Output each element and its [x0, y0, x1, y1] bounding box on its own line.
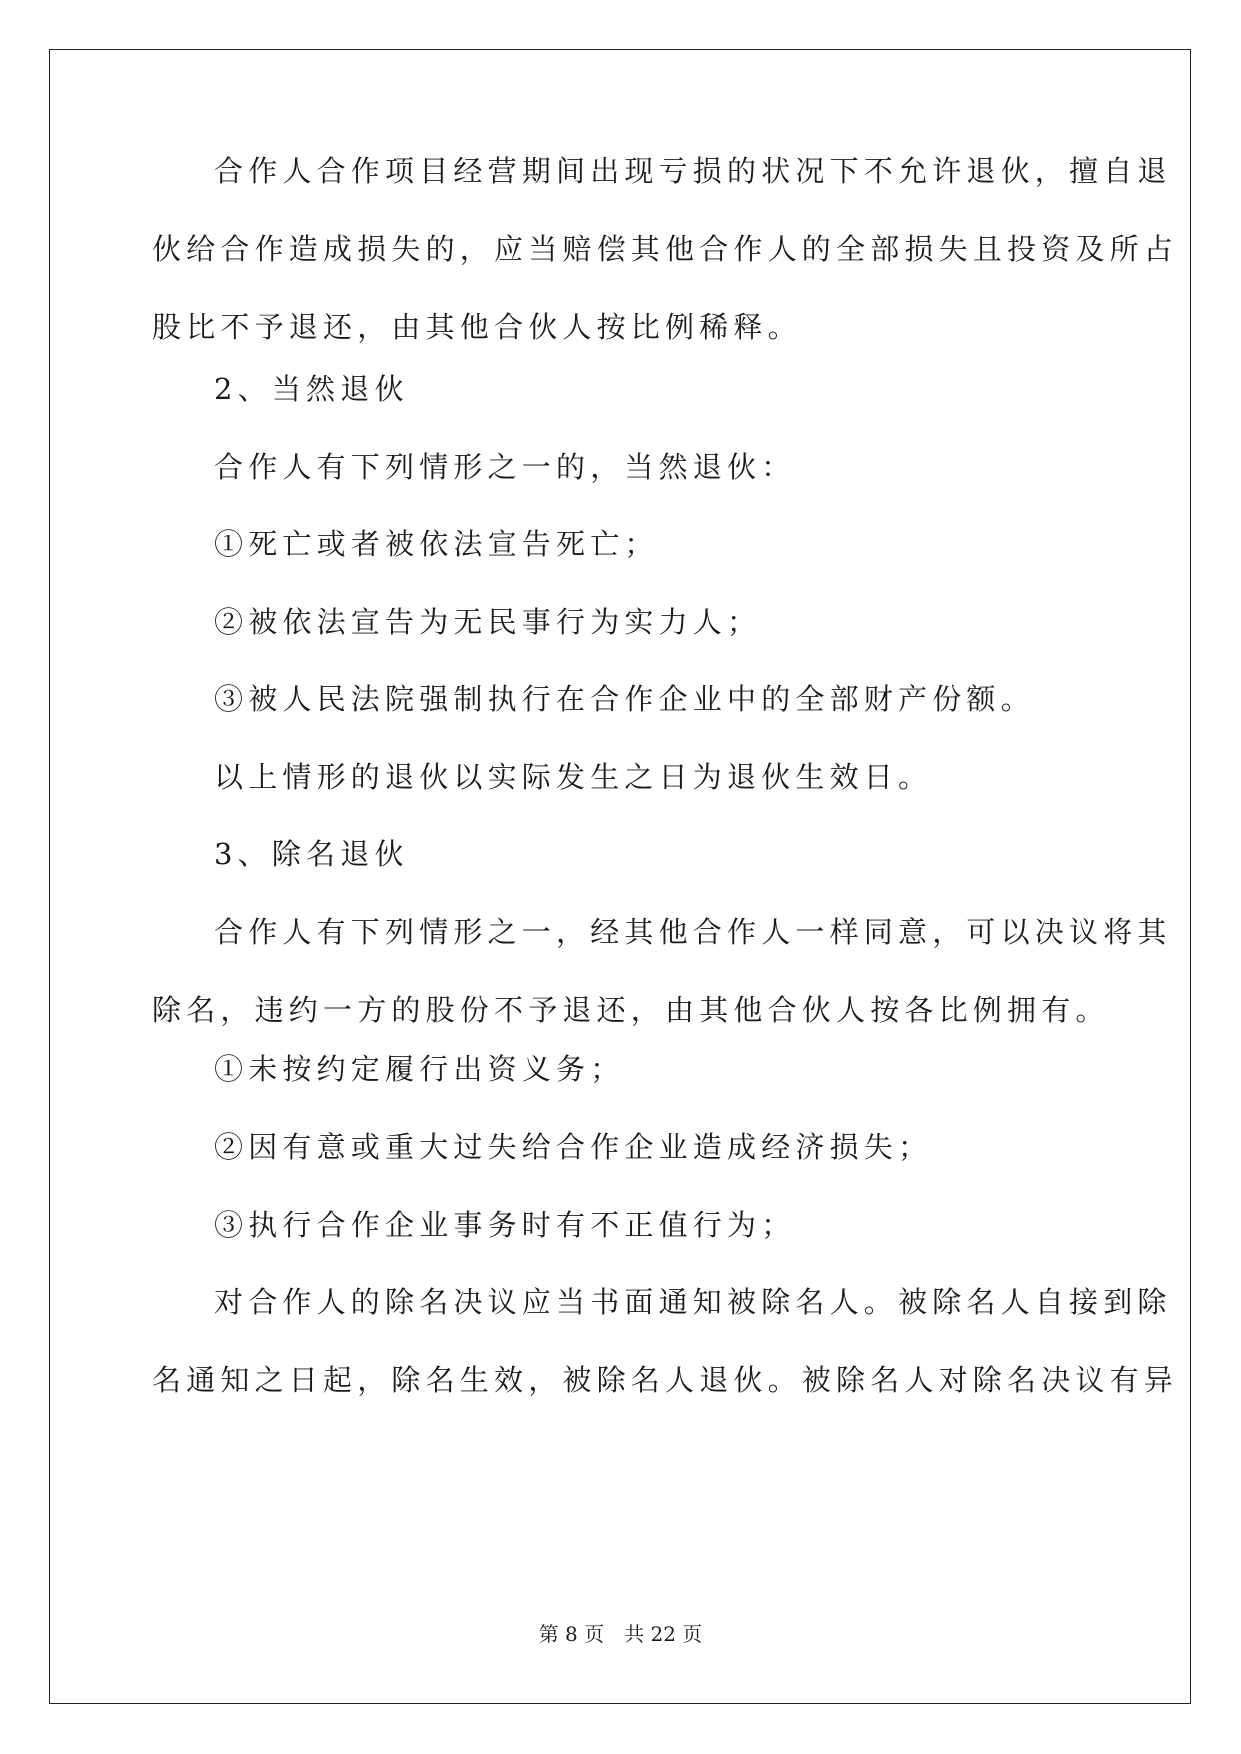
text-line: 合作人有下列情形之一，经其他合作人一样同意，可以决议将其 [214, 915, 1172, 949]
list-item-1 [152, 505, 1092, 583]
paragraph-7 [152, 738, 1092, 816]
text-line: 股比不予退还，由其他合伙人按比例稀释。 [152, 310, 802, 344]
page-footer [0, 1620, 1241, 1648]
page-total: 共 22 页 [624, 1622, 703, 1646]
page-number: 第 8 页 [538, 1622, 605, 1646]
paragraph-3 [152, 428, 1092, 506]
text-line: ③被人民法院强制执行在合作企业中的全部财产份额。 [214, 682, 1035, 716]
text-line: 2、当然退伙 [214, 372, 409, 406]
list-item-2 [152, 1108, 1092, 1186]
paragraph-13 [152, 1263, 1179, 1419]
text-line: ②被依法宣告为无民事行为实力人； [214, 605, 762, 639]
paragraph-9 [152, 893, 1172, 1049]
text-line: 以上情形的退伙以实际发生之日为退伙生效日。 [214, 760, 933, 794]
text-line: 名通知之日起，除名生效，被除名人退伙。被除名人对除名决议有异 [152, 1363, 1179, 1397]
text-line: ③执行合作企业事务时有不正值行为； [214, 1208, 796, 1242]
text-line: ①未按约定履行出资义务； [214, 1052, 625, 1086]
text-line: 对合作人的除名决议应当书面通知被除名人。被除名人自接到除 [214, 1285, 1172, 1319]
list-item-1 [152, 1030, 1092, 1108]
text-line: 伙给合作造成损失的，应当赔偿其他合作人的全部损失且投资及所占 [152, 232, 1179, 266]
list-item-3 [152, 660, 1092, 738]
list-item-2 [152, 583, 1092, 661]
text-line: 合作人合作项目经营期间出现亏损的状况下不允许退伙，擅自退 [214, 154, 1172, 188]
section-heading-3 [152, 815, 1092, 893]
text-line: 除名，违约一方的股份不予退还，由其他合伙人按各比例拥有。 [152, 993, 1110, 1027]
text-line: 合作人有下列情形之一的，当然退伙： [214, 450, 796, 484]
section-heading-2 [152, 350, 1092, 428]
paragraph-1 [152, 132, 1179, 366]
text-line: ①死亡或者被依法宣告死亡； [214, 527, 659, 561]
text-line: 3、除名退伙 [214, 837, 409, 871]
text-line: ②因有意或重大过失给合作企业造成经济损失； [214, 1130, 933, 1164]
list-item-3 [152, 1186, 1092, 1264]
